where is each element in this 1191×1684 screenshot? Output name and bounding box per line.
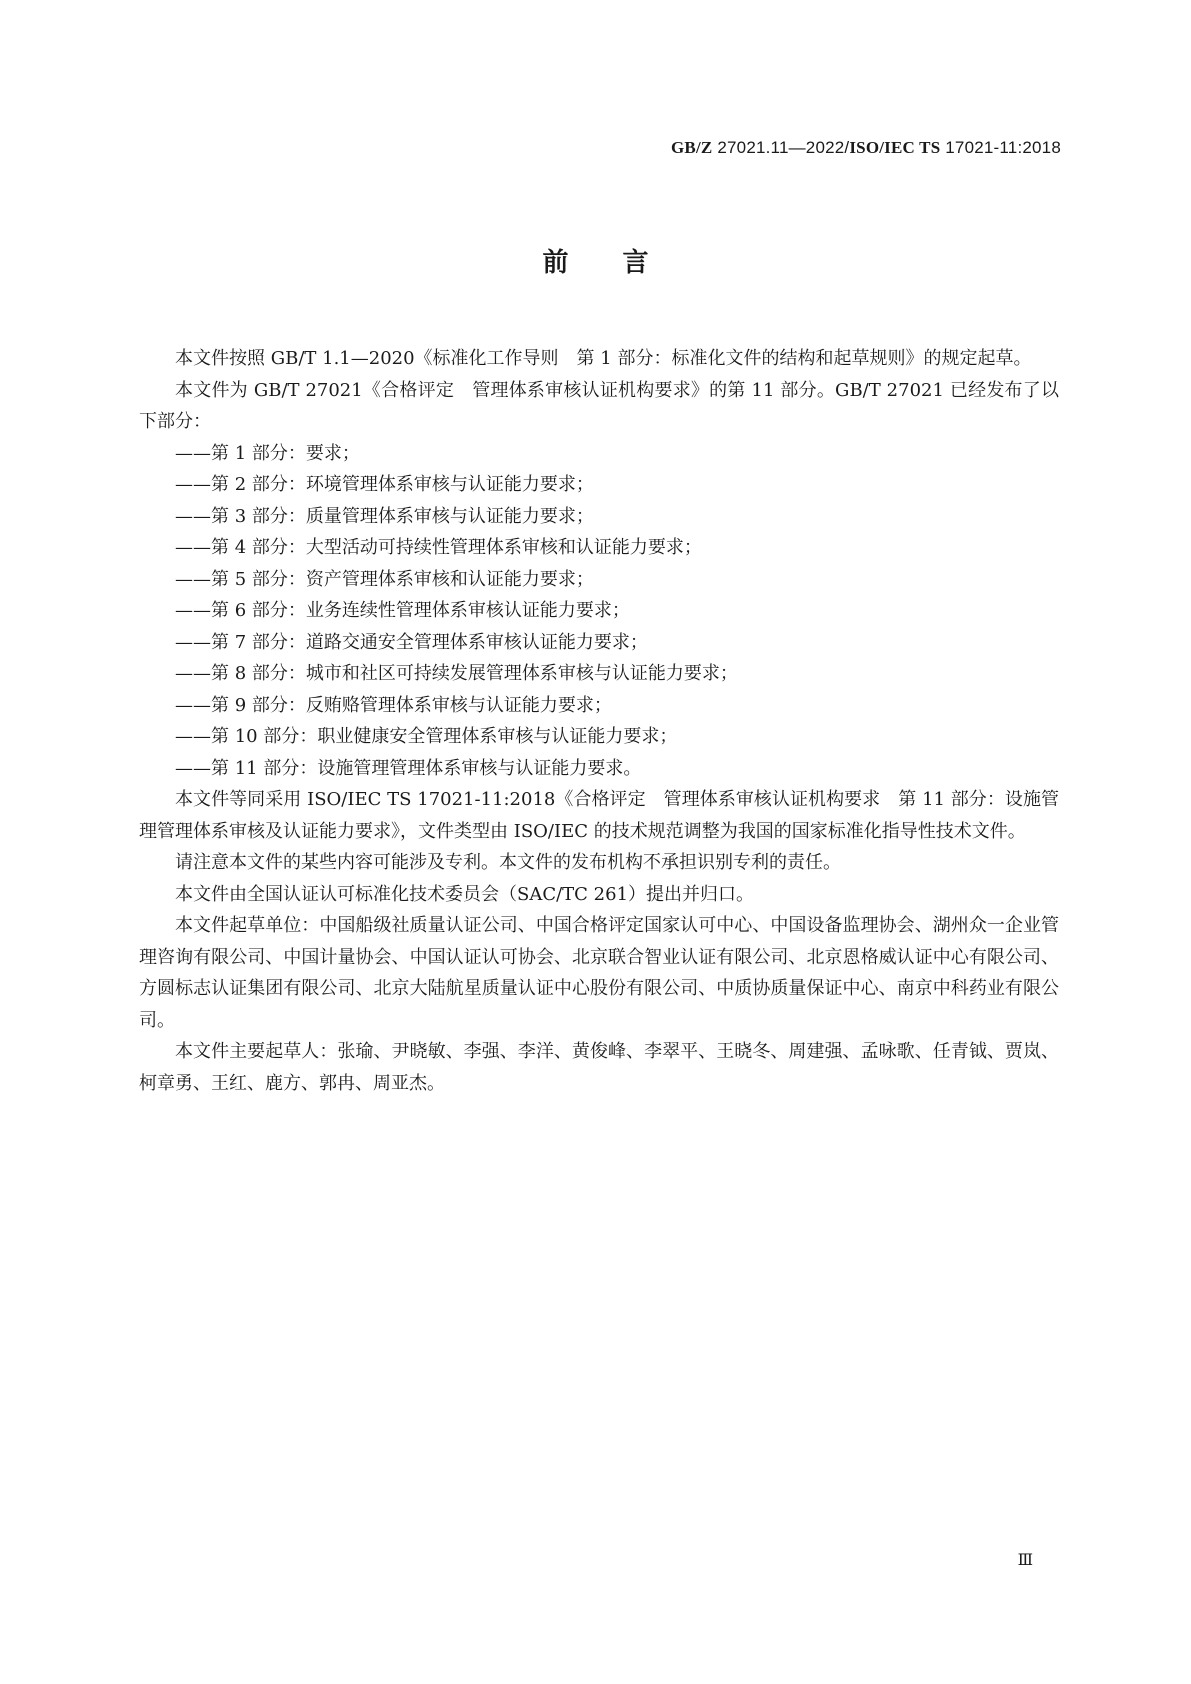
page-number: Ⅲ bbox=[1017, 1550, 1033, 1569]
paragraph-drafting-units: 本文件起草单位：中国船级社质量认证公司、中国合格评定国家认可中心、中国设备监理协会、湖州众一企业管理咨询有限公司、中国计量协会、中国认证认可协会、北京联合智业认证有限公司、北京恩格威认证中心有限公司、方圆标志认证集团有限公司、北京大陆航星质量认证中心股份有限公司、中质协质量保证中心、南京中科药业有限公司。 bbox=[139, 915, 1059, 1031]
paragraph-drafting-rules: 本文件按照 GB/T 1.1—2020《标准化工作导则 第 1 部分：标准化文件的结构和起草规则》的规定起草。 bbox=[175, 348, 1032, 369]
list-item: ——第 11 部分：设施管理管理体系审核与认证能力要求。 bbox=[175, 757, 642, 779]
list-item: ——第 4 部分：大型活动可持续性管理体系审核和认证能力要求； bbox=[175, 537, 702, 558]
standard-code-iso: ISO/IEC TS bbox=[849, 138, 941, 157]
list-item: ——第 3 部分：质量管理体系审核与认证能力要求； bbox=[175, 505, 594, 527]
list-item: ——第 1 部分：要求； bbox=[175, 442, 360, 464]
standard-code-prefix: GB/Z bbox=[671, 138, 713, 157]
list-item: ——第 6 部分：业务连续性管理体系审核认证能力要求； bbox=[175, 600, 630, 621]
list-item: ——第 2 部分：环境管理体系审核与认证能力要求； bbox=[175, 474, 594, 495]
paragraph-equivalence: 本文件等同采用 ISO/IEC TS 17021-11:2018《合格评定 管理体系审核认证机构要求 第 11 部分：设施管理管理体系审核及认证能力要求》，文件类型由 ISO/IEC 的技术规范调整为我国的国家标准化指导性技术文件。 bbox=[139, 789, 1059, 842]
list-item: ——第 10 部分：职业健康安全管理体系审核与认证能力要求； bbox=[175, 726, 678, 747]
page-title: 前言 bbox=[542, 248, 703, 278]
list-item: ——第 5 部分：资产管理体系审核和认证能力要求； bbox=[175, 568, 594, 590]
list-item: ——第 9 部分：反贿赂管理体系审核与认证能力要求； bbox=[175, 694, 612, 716]
document-body bbox=[139, 343, 1059, 1099]
standard-code-header bbox=[671, 138, 1061, 158]
standard-code-mid: 27021.11—2022/ bbox=[712, 138, 850, 157]
list-item: ——第 8 部分：城市和社区可持续发展管理体系审核与认证能力要求； bbox=[175, 663, 738, 684]
standard-code-tail: 17021-11:2018 bbox=[940, 138, 1061, 157]
list-item: ——第 7 部分：道路交通安全管理体系审核认证能力要求； bbox=[175, 631, 648, 653]
paragraph-patent-notice: 请注意本文件的某些内容可能涉及专利。本文件的发布机构不承担识别专利的责任。 bbox=[175, 852, 841, 873]
paragraph-drafters: 本文件主要起草人：张瑜、尹晓敏、李强、李洋、黄俊峰、李翠平、王晓冬、周建强、孟咏歌、任青钺、贾岚、柯章勇、王红、鹿方、郭冉、周亚杰。 bbox=[139, 1041, 1059, 1094]
paragraph-part-of-series: 本文件为 GB/T 27021《合格评定 管理体系审核认证机构要求》的第 11 部分。GB/T 27021 已经发布了以下部分： bbox=[139, 379, 1059, 432]
paragraph-proposer: 本文件由全国认证认可标准化技术委员会（SAC/TC 261）提出并归口。 bbox=[175, 883, 755, 905]
parts-list bbox=[139, 438, 1059, 785]
